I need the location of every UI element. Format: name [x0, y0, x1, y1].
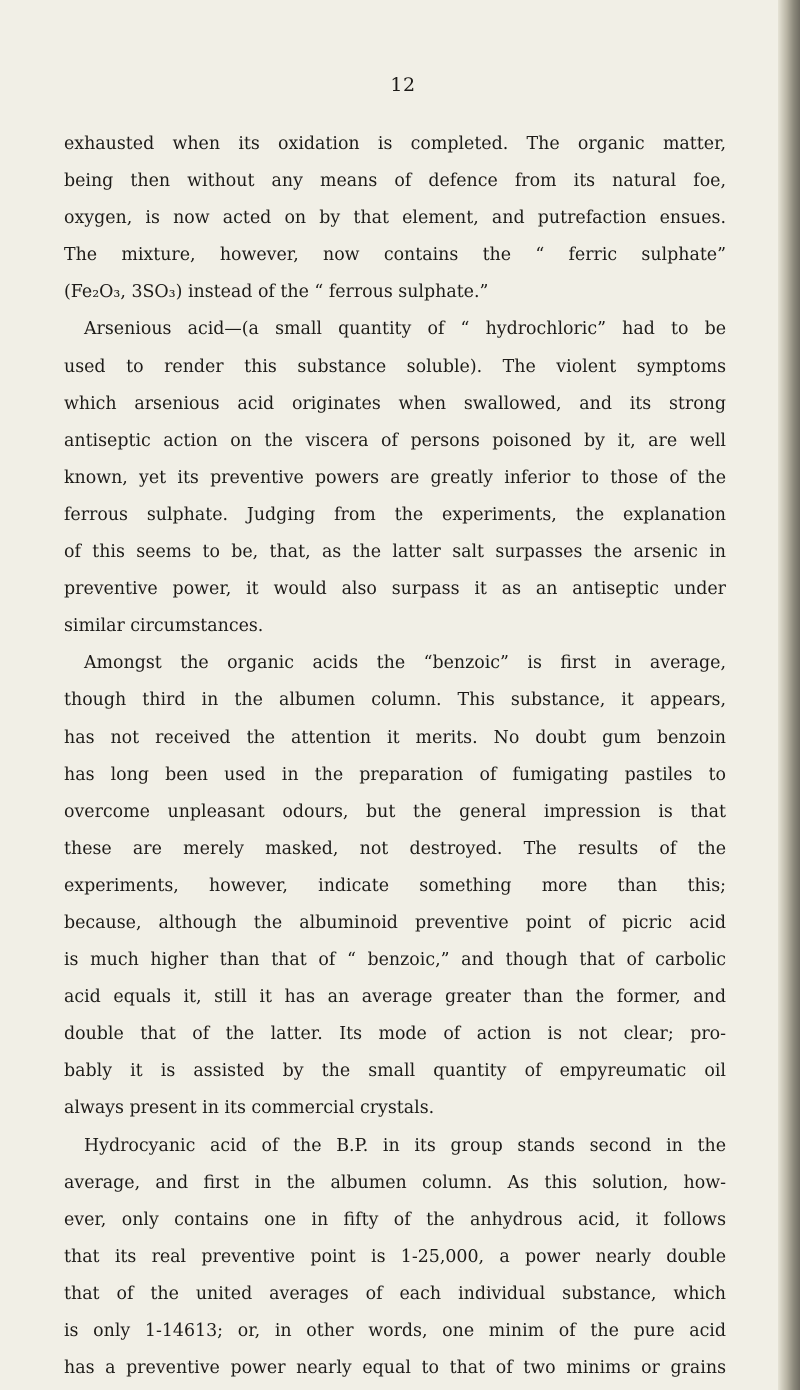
text-line: oxygen, is now acted on by that element, and putrefaction ensues.	[64, 208, 726, 229]
text-line: has long been used in the preparation of fumigating pastiles to	[64, 764, 726, 785]
text-line: double that of the latter. Its mode of action is not clear; pro-	[64, 1024, 726, 1045]
text-line: similar circumstances.	[64, 616, 264, 637]
text-line: is only 1-14613; or, in other words, one minim of the pure acid	[64, 1321, 726, 1341]
text-line: antiseptic action on the viscera of persons poisoned by it, are well	[64, 430, 726, 451]
text-line: which arsenious acid originates when swallowed, and its strong	[64, 393, 726, 414]
text-line: is much higher than that of “ benzoic,” and though that of carbolic	[64, 950, 726, 971]
text-line: overcome unpleasant odours, but the general impression is that	[64, 801, 726, 822]
body-text	[64, 126, 726, 1387]
text-line: (Fe₂O₃, 3SO₃) instead of the “ ferrous sulphate.”	[64, 282, 489, 303]
text-line: ever, only contains one in fifty of the anhydrous acid, it follows	[64, 1209, 726, 1230]
text-line: Hydrocyanic acid of the B.P. in its group stands second in the	[84, 1135, 726, 1156]
text-line: exhausted when its oxidation is completed. The organic matter,	[64, 134, 726, 154]
text-line: has not received the attention it merits. No doubt gum benzoin	[64, 727, 726, 748]
text-line: these are merely masked, not destroyed. The results of the	[64, 838, 726, 859]
text-line: Amongst the organic acids the “benzoic” is first in average,	[84, 653, 726, 674]
text-line: ferrous sulphate. Judging from the experiments, the explanation	[64, 504, 726, 525]
text-line: bably it is assisted by the small quantity of empyreumatic oil	[64, 1061, 726, 1082]
text-line: acid equals it, still it has an average greater than the former, and	[64, 987, 726, 1008]
text-line: always present in its commercial crystals.	[64, 1098, 435, 1119]
page-edge	[778, 0, 800, 1390]
text-line: Arsenious acid—(a small quantity of “ hydrochloric” had to be	[84, 319, 726, 340]
text-line: known, yet its preventive powers are greatly inferior to those of the	[64, 467, 726, 488]
text-line: that of the united averages of each individual substance, which	[64, 1283, 726, 1304]
text-line: though third in the albumen column. This substance, it appears,	[64, 690, 726, 711]
page-number: 12	[390, 74, 416, 96]
text-line: of this seems to be, that, as the latter salt surpasses the arsenic in	[64, 542, 726, 563]
text-line: because, although the albuminoid preventive point of picric acid	[64, 912, 726, 933]
text-line: experiments, however, indicate something more than this;	[64, 875, 726, 896]
text-line: preventive power, it would also surpass it as an antiseptic under	[64, 579, 726, 600]
text-line: used to render this substance soluble). The violent symptoms	[64, 356, 726, 377]
text-line: The mixture, however, now contains the “ ferric sulphate”	[64, 245, 726, 266]
text-line: that its real preventive point is 1-25,000, a power nearly double	[64, 1246, 726, 1267]
text-line: being then without any means of defence from its natural foe,	[64, 171, 726, 192]
text-line: has a preventive power nearly equal to that of two minims or grains	[64, 1358, 726, 1379]
text-line: average, and first in the albumen column. As this solution, how-	[64, 1172, 726, 1193]
